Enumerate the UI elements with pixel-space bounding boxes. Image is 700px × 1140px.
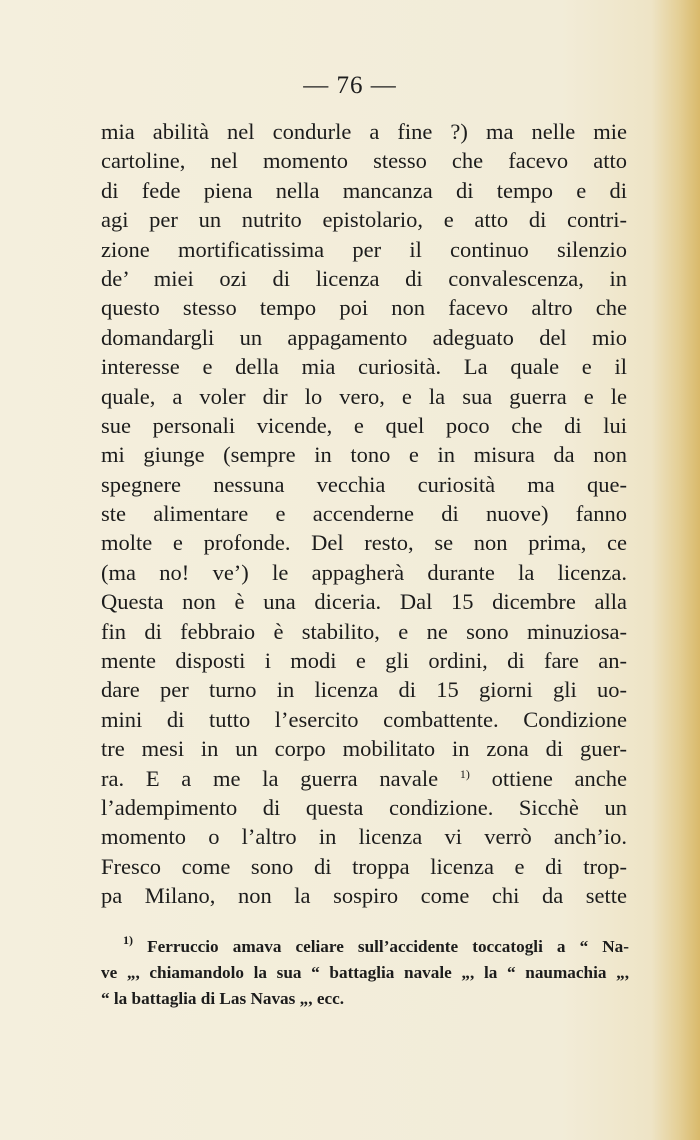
text-line: fin di febbraio è stabilito, e ne sono minuziosa- xyxy=(101,618,627,644)
text-line: ste alimentare e accenderne di nuove) fanno xyxy=(101,501,627,527)
footnote-line xyxy=(101,934,629,960)
text-line: Fresco come sono di troppa licenza e di trop- xyxy=(101,853,627,879)
text-line: pa Milano, non la sospiro come chi da sette xyxy=(101,883,627,909)
text-line: dare per turno in licenza di 15 giorni gli uo- xyxy=(101,677,627,703)
text-line: de’ miei ozi di licenza di convalescenza, in xyxy=(101,265,627,291)
text-line: di fede piena nella mancanza di tempo e di xyxy=(101,177,627,203)
footnote-text: Ferruccio amava celiare sull’accidente toccatogli a “ Na- xyxy=(147,937,630,956)
text-line: cartoline, nel momento stesso che facevo atto xyxy=(101,148,627,174)
text-line: sue personali vicende, e quel poco che di lui xyxy=(101,412,627,438)
page-number: — 76 — xyxy=(303,72,397,99)
body-text xyxy=(101,117,627,911)
footnote-reference: 1) xyxy=(459,766,470,781)
text-line: zione mortificatissima per il continuo silenzio xyxy=(101,236,627,262)
text-line: tre mesi in un corpo mobilitato in zona di guer- xyxy=(101,736,627,762)
text-line: domandargli un appagamento adeguato del mio xyxy=(101,324,627,350)
text-line: agi per un nutrito epistolario, e atto di contri- xyxy=(101,207,627,233)
text-line: (ma no! ve’) le appagherà durante la licenza. xyxy=(101,559,627,585)
text-line: mente disposti i modi e gli ordini, di fare an- xyxy=(101,648,627,674)
text-line: mi giunge (sempre in tono e in misura da non xyxy=(101,442,627,468)
text-line: mia abilità nel condurle a fine ?) ma nelle mie xyxy=(101,119,627,144)
text-line: molte e profonde. Del resto, se non prima, ce xyxy=(101,530,627,556)
footnote xyxy=(101,934,629,1012)
text-fragment: ottiene anche xyxy=(491,765,628,791)
text-line-with-footnote-ref xyxy=(101,764,627,793)
text-line: spegnere nessuna vecchia curiosità ma que- xyxy=(101,471,627,497)
text-line: quale, a voler dir lo vero, e la sua guerra e le xyxy=(101,383,627,409)
text-line: Questa non è una diceria. Dal 15 dicembre alla xyxy=(101,589,627,615)
text-line: momento o l’altro in licenza vi verrò anch’io. xyxy=(101,824,627,850)
footnote-line: “ la battaglia di Las Navas „, ecc. xyxy=(101,989,345,1008)
text-line: questo stesso tempo poi non facevo altro che xyxy=(101,295,627,321)
text-line: l’adempimento di questa condizione. Sicchè un xyxy=(101,794,627,820)
footnote-line: ve „, chiamandolo la sua “ battaglia navale „, la “ naumachia „, xyxy=(101,963,629,982)
text-line: mini di tutto l’esercito combattente. Condizione xyxy=(101,706,627,732)
text-line: interesse e della mia curiosità. La quale e il xyxy=(101,354,627,380)
text-fragment: ra. E a me la guerra navale xyxy=(101,765,439,791)
footnote-marker: 1) xyxy=(123,933,133,947)
